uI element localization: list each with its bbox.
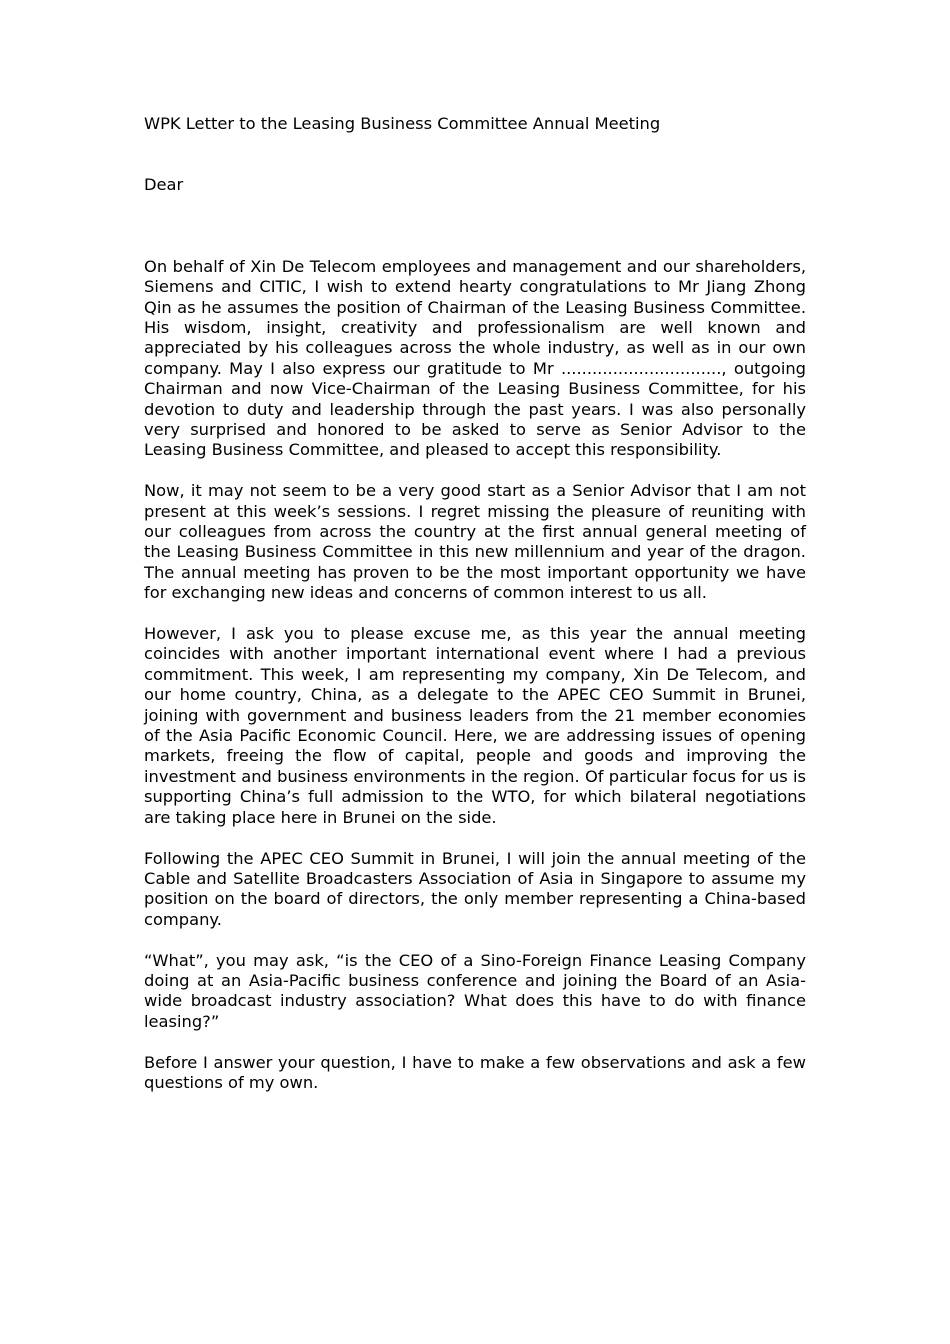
paragraph-congratulations: On behalf of Xin De Telecom employees and management and our shareholders, Siemens and CITIC, I wish to extend hearty congratulations to Mr Jiang Zhong Qin as he assumes the position of Chairman of the Leasing Business Committee. His wisdom, insight, creativity and professionalism are well known and appreciated by his colleagues across the whole industry, as well as in our own company. May I also express our gratitude to Mr ..............................., outgoing Chairman and now Vice-Chairman of the Leasing Business Committee, for his devotion to duty and leadership through the past years. I was also personally very surprised and honored to be asked to serve as Senior Advisor to the Leasing Business Committee, and pleased to accept this responsibility. — [144, 256, 806, 460]
paragraph-observations: Before I answer your question, I have to make a few observations and ask a few questions of my own. — [144, 1052, 806, 1092]
paragraph-apec-summit: However, I ask you to please excuse me, as this year the annual meeting coincides with another important international event where I had a previous commitment. This week, I am representing my company, Xin De Telecom, and our home country, China, as a delegate to the APEC CEO Summit in Brunei, joining with government and business leaders from the 21 member economies of the Asia Pacific Economic Council. Here, we are addressing issues of opening markets, freeing the flow of capital, people and goods and improving the investment and business environments in the region. Of particular focus for us is supporting China’s full admission to the WTO, for which bilateral negotiations are taking place here in Brunei on the side. — [144, 624, 806, 827]
paragraph-casbaa-board: Following the APEC CEO Summit in Brunei, I will join the annual meeting of the Cable and Satellite Broadcasters Association of Asia in Singapore to assume my position on the board of directors, the only member representing a China-based company. — [144, 848, 806, 929]
salutation: Dear — [144, 175, 184, 195]
paragraph-absence: Now, it may not seem to be a very good start as a Senior Advisor that I am not present at this week’s sessions. I regret missing the pleasure of reuniting with our colleagues from across the country at the first annual general meeting of the Leasing Business Committee in this new millennium and year of the dragon. The annual meeting has proven to be the most important opportunity we have for exchanging new ideas and concerns of common interest to us all. — [144, 481, 806, 603]
letter-body — [144, 114, 806, 1114]
letter-title: WPK Letter to the Leasing Business Committee Annual Meeting — [144, 114, 661, 133]
letter-paragraphs — [144, 257, 806, 1094]
paragraph-question: “What”, you may ask, “is the CEO of a Sino-Foreign Finance Leasing Company doing at an Asia-Pacific business conference and joining the Board of an Asia-wide broadcast industry association? What does this have to do with finance leasing?” — [144, 950, 806, 1031]
